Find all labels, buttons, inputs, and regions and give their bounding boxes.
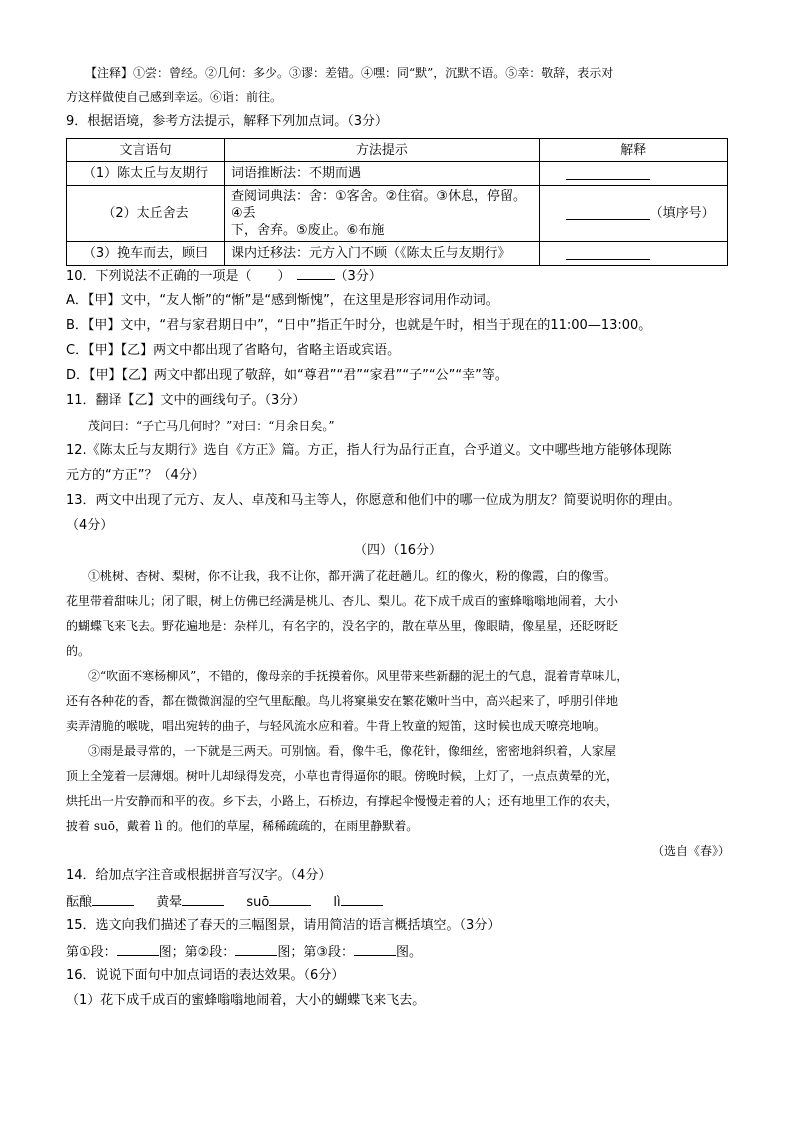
table-header-row <box>67 139 728 162</box>
table-row <box>67 242 728 266</box>
answer-blank[interactable] <box>354 942 396 956</box>
passage-p3-line: 顶上全笼着一层薄烟。树叶儿却绿得发亮，小草也青得逼你的眼。傍晚时候，上灯了，一点点黄晕的光， <box>66 769 619 783</box>
q14-item: suō <box>246 895 270 910</box>
question-12-line-1: 12.《陈太丘与友期行》选自《方正》篇。方正，指人行为品行正直，合乎道义。文中哪些地方能够体现陈 <box>66 443 672 458</box>
question-11: 11．翻译【乙】文中的画线句子。（3分） <box>66 393 306 408</box>
q15-label: 图；第②段： <box>158 945 236 960</box>
q15-label: 图。 <box>395 945 422 960</box>
table-cell-answer[interactable] <box>539 162 727 186</box>
table-cell-sentence: （3）挽车而去，顾曰 <box>67 242 225 266</box>
hint-line: 下，舍弃。⑤废止。⑥布施 <box>231 223 385 238</box>
option-a: A．【甲】文中，“友人惭”的“惭”是“感到惭愧”，在这里是形容词用作动词。 <box>66 293 499 308</box>
passage-p3-line: ③雨是最寻常的，一下就是三两天。可别恼。看，像牛毛，像花针，像细丝，密密地斜织着，人家屋 <box>88 744 617 758</box>
q14-item: 黄晕 <box>156 895 183 910</box>
fill-in-hint: （填序号） <box>649 206 715 221</box>
answer-blank[interactable] <box>269 892 311 906</box>
question-15-blanks <box>66 942 422 962</box>
answer-blank[interactable] <box>235 942 277 956</box>
q9-table <box>66 138 728 266</box>
answer-blank[interactable] <box>297 266 335 280</box>
answer-blank[interactable] <box>117 942 159 956</box>
question-15: 15．选文向我们描述了春天的三幅图景，请用简洁的语言概括填空。（3分） <box>66 918 501 933</box>
question-12-line-2: 元方的“方正”？（4分） <box>66 468 205 483</box>
passage-p1-line: 的。 <box>66 644 91 658</box>
option-d: D．【甲】【乙】两文中都出现了敬辞，如“尊君”“君”“家君”“子”“公”“幸”等。 <box>66 368 508 383</box>
passage-source: （选自《春》） <box>651 844 730 858</box>
table-cell-sentence: （2）太丘舍去 <box>67 186 225 242</box>
q14-item: lì <box>333 895 341 910</box>
q15-label: 图；第③段： <box>277 945 354 960</box>
question-14-items <box>66 892 383 912</box>
q15-label: 第①段： <box>66 945 117 960</box>
table-cell-hint: 课内迁移法：元方入门不顾（《陈太丘与友期行》 <box>225 242 540 266</box>
question-13-line-1: 13．两文中出现了元方、友人、卓茂和马主等人，你愿意和他们中的哪一位成为朋友？简要说明你的理由。 <box>66 493 681 508</box>
table-cell-hint <box>225 186 540 242</box>
passage-p3-line: 披着 suō，戴着 lì 的。他们的草屋，稀稀疏疏的，在雨里静默着。 <box>66 819 419 833</box>
question-9: 9．根据语境，参考方法提示，解释下列加点词。（3分） <box>66 114 389 129</box>
question-13-line-2: （4分） <box>66 518 114 533</box>
question-10 <box>66 266 382 286</box>
q14-item: 酝酿 <box>66 895 93 910</box>
table-header: 方法提示 <box>225 139 540 162</box>
table-cell-hint: 词语推断法：不期而遇 <box>225 162 540 186</box>
question-10-text: 10．下列说法不正确的一项是（ ） <box>66 269 291 284</box>
option-b: B．【甲】文中，“君与家君期日中”，“日中”指正午时分，也就是午时，相当于现在的11:00—13:00。 <box>66 318 652 333</box>
answer-blank[interactable] <box>92 892 134 906</box>
question-10-score: （3分） <box>334 269 382 284</box>
note-line-1: 【注释】①尝：曾经。②几何：多少。③谬：差错。④嘿：同“默”，沉默不语。⑤幸：敬辞，表示对 <box>85 66 614 80</box>
passage-p1-line: 的蝴蝶飞来飞去。野花遍地是：杂样儿，有名字的，没名字的，散在草丛里，像眼睛，像星星，还眨呀眨 <box>66 619 619 633</box>
option-c: C．【甲】【乙】两文中都出现了省略句，省略主语或宾语。 <box>66 343 401 358</box>
passage-p3-line: 烘托出一片安静而和平的夜。乡下去，小路上，石桥边，有撑起伞慢慢走着的人；还有地里工作的农夫， <box>66 794 619 808</box>
table-cell-answer[interactable] <box>539 242 727 266</box>
table-cell-sentence: （1）陈太丘与友期行 <box>67 162 225 186</box>
table-row <box>67 186 728 242</box>
answer-blank[interactable] <box>182 892 224 906</box>
question-14: 14．给加点字注音或根据拼音写汉字。（4分） <box>66 868 332 883</box>
passage-p2-line: 还有各种花的香，都在微微润湿的空气里酝酿。鸟儿将窠巢安在繁花嫩叶当中，高兴起来了，呼朋引伴地 <box>66 694 619 708</box>
question-16: 16．说说下面句中加点词语的表达效果。（6分） <box>66 968 345 983</box>
answer-blank[interactable] <box>341 892 383 906</box>
hint-line: 查阅词典法：舍：①客舍。②住宿。③休息，停留。④丢 <box>231 189 526 221</box>
question-16-item-1: （1）花下成千成百的蜜蜂嗡嗡地闹着，大小的蝴蝶飞来飞去。 <box>66 993 426 1008</box>
question-11-quote: 茂问曰：“子亡马几何时？”对曰：“月余日矣。” <box>88 419 335 433</box>
passage-p1-line: 花里带着甜味儿；闭了眼，树上仿佛已经满是桃儿、杏儿、梨儿。花下成千成百的蜜蜂嗡嗡地闹着，大小 <box>66 594 619 608</box>
table-cell-answer[interactable] <box>539 186 727 242</box>
passage-p2-line: ②“吹面不寒杨柳风”，不错的，像母亲的手抚摸着你。风里带来些新翻的泥土的气息，混着青草味儿， <box>88 669 629 683</box>
note-line-2: 方这样做使自己感到幸运。⑥诣：前往。 <box>66 90 283 104</box>
section-title: （四）（16分） <box>354 543 443 558</box>
passage-p2-line: 卖弄清脆的喉咙，唱出宛转的曲子，与轻风流水应和着。牛背上牧童的短笛，这时候也成天嘹亮地响。 <box>66 719 607 733</box>
table-header: 解释 <box>539 139 727 162</box>
passage-p1-line: ①桃树、杏树、梨树，你不让我，我不让你，都开满了花赶趟儿。红的像火，粉的像霞，白的像雪。 <box>88 569 617 583</box>
table-row <box>67 162 728 186</box>
table-header: 文言语句 <box>67 139 225 162</box>
